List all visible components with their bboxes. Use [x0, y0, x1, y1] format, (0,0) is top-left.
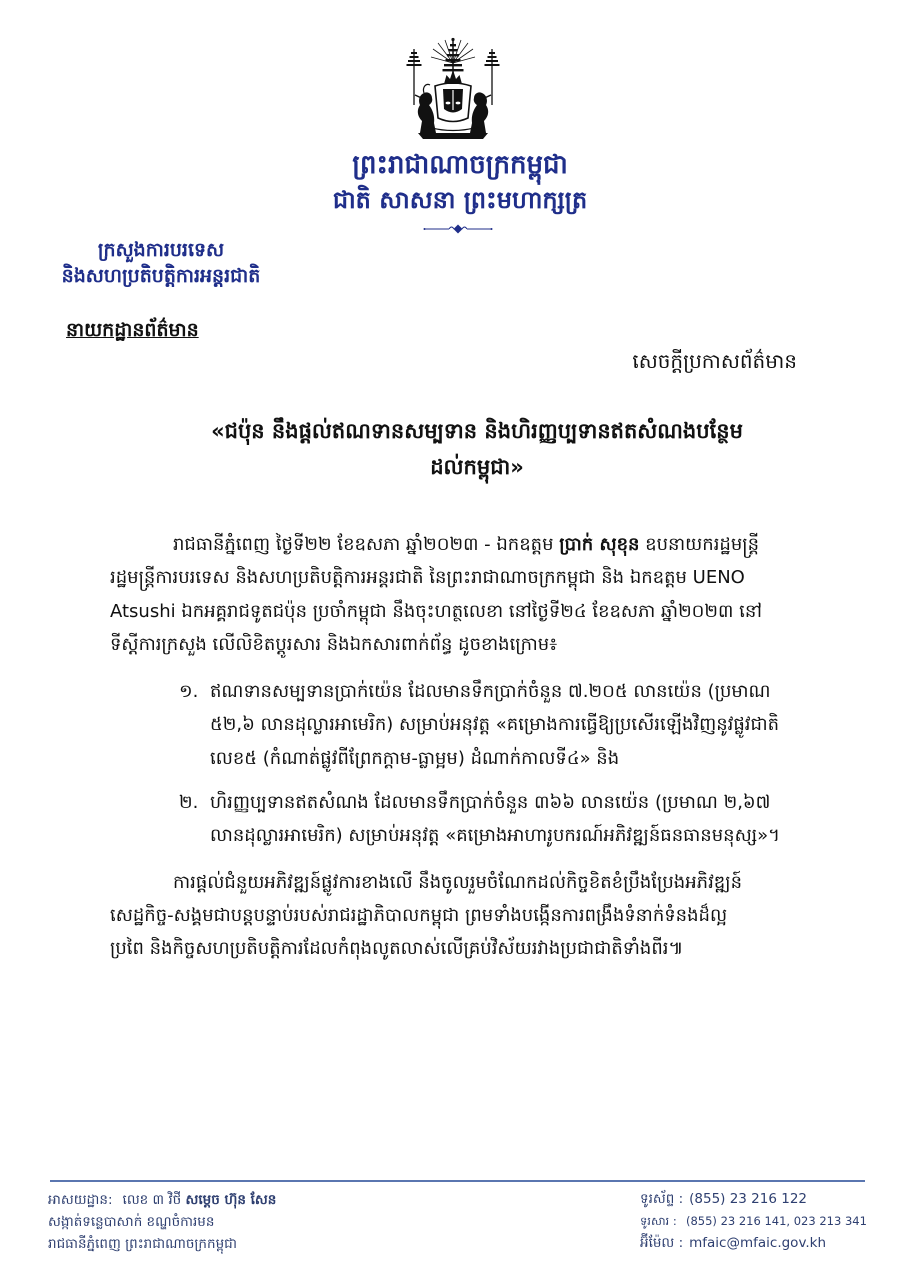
intro-paragraph: [110, 530, 797, 662]
ministry-name-line1: ក្រសួងការបរទេស: [97, 239, 225, 261]
phone-number: (855) 23 216 122: [689, 1191, 808, 1207]
national-motto: ជាតិ សាសនា ព្រះមហាក្សត្រ: [332, 186, 588, 214]
list-item-line: ឥណទានសម្បទានប្រាក់យ៉េន ដែលមានទឹកប្រាក់ចំនួន ៧.២០៥ លានយ៉េន (ប្រមាណ: [210, 681, 771, 702]
paragraph-line: សេដ្ឋកិច្ច-សង្គមជាបន្តបន្ទាប់របស់រាជរដ្ឋាភិបាលកម្ពុជា ព្រមទាំងបង្កើនការពង្រឹងទំនាក់ទំនងដ៏ល្អ: [110, 905, 728, 926]
paragraph-line: រដ្ឋមន្ត្រីការបរទេស និងសហប្រតិបត្តិការអន្តរជាតិ នៃព្រះរាជាណាចក្រកម្ពុជា និង ឯកឧត្តម UENO: [110, 567, 745, 588]
fax-label: ទូរសារ :: [640, 1214, 677, 1228]
paragraph-line: Atsushi ឯកអគ្គរាជទូតជប៉ុន ប្រចាំកម្ពុជា នឹងចុះហត្ថលេខា នៅថ្ងៃទី២៤ ខែឧសភា ឆ្នាំ២០២៣ នៅ: [110, 601, 763, 622]
fax-number: (855) 23 216 141, 023 213 341: [686, 1214, 867, 1228]
paragraph-line: រាជធានីភ្នំពេញ ថ្ងៃទី២២ ខែឧសភា ឆ្នាំ២០២៣ - ឯកឧត្តម ប្រាក់ សុខុន ឧបនាយករដ្ឋមន្ត្រី: [173, 534, 760, 555]
minister-name: ប្រាក់ សុខុន: [559, 534, 640, 555]
page-footer: [0, 1176, 904, 1280]
footer-divider: [50, 1180, 865, 1182]
kingdom-heading: ព្រះរាជាណាចក្រកម្ពុជា: [352, 150, 568, 180]
list-item: [179, 677, 797, 777]
address-label: អាសយដ្ឋាន:: [48, 1192, 113, 1208]
list-item-line: លេខ៥ (កំណាត់ផ្លូវពីព្រែកក្តាម-ធ្លាម្អម) ដំណាក់កាលទី៤» និង: [210, 748, 620, 769]
list-item-line: ៥២,៦ លានដុល្លារអាមេរិក) សម្រាប់អនុវត្ត «គម្រោងការធ្វើឱ្យប្រសើរឡើងវិញនូវផ្លូវជាតិ: [210, 714, 780, 735]
headline-line1: «ជប៉ុន នឹងផ្តល់ឥណទានសម្បទាន និងហិរញ្ញប្បទានឥតសំណងបន្ថែម: [211, 419, 743, 443]
phone-label: ទូរស័ព្ទ :: [640, 1191, 684, 1207]
email-label: អ៊ីម៉ែល :: [640, 1235, 684, 1251]
paragraph-line: ការផ្តល់ជំនួយអភិវឌ្ឍន៍ផ្លូវការខាងលើ នឹងចូលរួមចំណែកដល់កិច្ចខិតខំប្រឹងប្រែងអភិវឌ្ឍន៍: [173, 872, 743, 893]
ministry-name-line2: និងសហប្រតិបត្តិការអន្តរជាតិ: [61, 265, 261, 287]
ornament-divider: [423, 220, 493, 232]
paragraph-line: ប្រពៃ និងកិច្ចសហប្រតិបត្តិការដែលកំពុងលូតលាស់លើគ្រប់វិស័យរវាងប្រជាជាតិទាំងពីរ៕: [110, 938, 684, 959]
footer-phone: [640, 1188, 870, 1210]
list-item: [179, 788, 797, 854]
royal-coat-of-arms-emblem: [398, 36, 508, 142]
list-item-number: ២.: [179, 792, 199, 813]
footer-address-line1: អាសយដ្ឋាន: លេខ ៣ វិថី សម្តេច ហ៊ុន សែន: [48, 1189, 348, 1211]
footer-email: [640, 1232, 870, 1254]
paragraph-line: ទីស្តីការក្រសួង លើលិខិតប្តូរសារ និងឯកសារពាក់ព័ន្ធ ដូចខាងក្រោម៖: [110, 634, 558, 655]
document-type: សេចក្តីប្រកាសព័ត៌មាន: [632, 349, 797, 373]
headline-line2: ដល់កម្ពុជា»: [430, 455, 524, 479]
footer-address-line2: សង្កាត់ទន្លេបាសាក់ ខណ្ឌចំការមន: [48, 1214, 215, 1230]
footer-fax: [640, 1210, 870, 1232]
list-item-line: ហិរញ្ញប្បទានឥតសំណង ដែលមានទឹកប្រាក់ចំនួន ៣៦៦ លានយ៉េន (ប្រមាណ ២,៦៧: [210, 792, 771, 813]
footer-address-line3: រាជធានីភ្នំពេញ ព្រះរាជាណាចក្រកម្ពុជា: [48, 1236, 237, 1252]
list-item-line: លានដុល្លារអាមេរិក) សម្រាប់អនុវត្ត «គម្រោងអាហារូបករណ៍អភិវឌ្ឍន៍ធនធានមនុស្ស»។: [210, 825, 780, 846]
closing-paragraph: [110, 868, 797, 968]
email-address: mfaic@mfaic.gov.kh: [689, 1235, 827, 1251]
list-item-number: ១.: [179, 681, 199, 702]
department-name: នាយកដ្ឋានព័ត៌មាន: [66, 319, 199, 341]
